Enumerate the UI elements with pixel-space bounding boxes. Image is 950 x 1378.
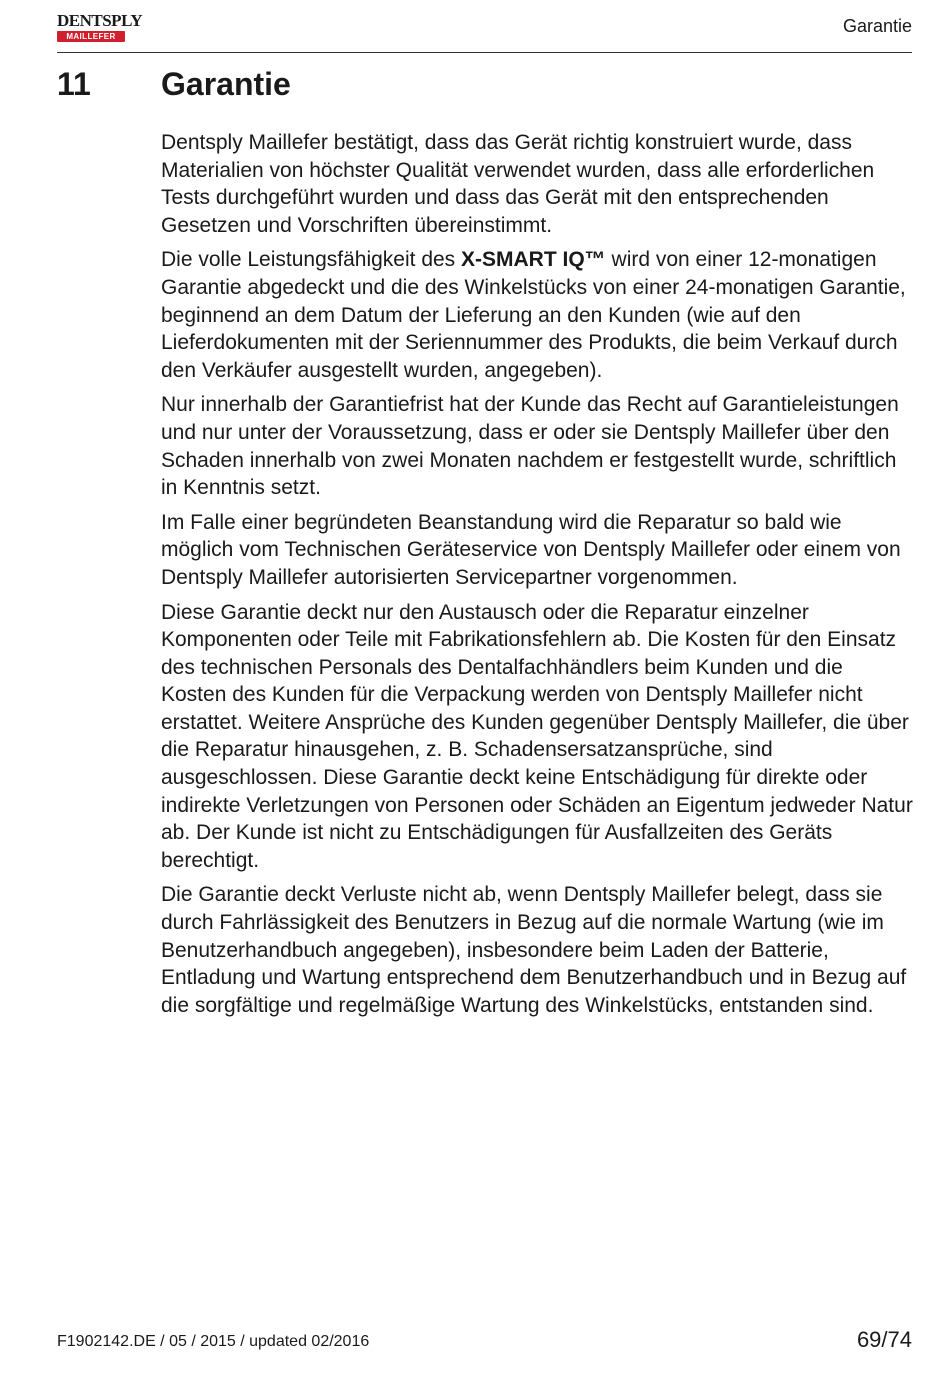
body-text [161,129,913,1026]
paragraph-text: Die volle Leistungsfähigkeit des [161,248,462,272]
paragraph-coverage: Diese Garantie deckt nur den Austausch oder die Reparatur einzelner Komponenten oder Teile mit Fabrikationsfehlern ab. Die Kosten für den Einsatz des technischen Personals des Dentalfachhändlers beim Kunden und die Kosten des Kunden für die Verpackung werden von Dentsply Maillefer nicht erstattet. Weitere Ansprüche des Kunden gegenüber Dentsply Maillefer, die über die Reparatur hinausgehen, z. B. Schadensersatzansprüche, sind ausgeschlossen. Diese Garantie deckt keine Entschädigung für direkte oder indirekte Verletzungen von Personen oder Schäden an Eigentum jedweder Natur ab. Der Kunde ist nicht zu Entschädigungen für Ausfallzeiten des Geräts berechtigt. [161,600,913,872]
paragraph-repair: Im Falle einer begründeten Beanstandung wird die Reparatur so bald wie möglich vom Technischen Geräteservice von Dentsply Maillefer oder einem von Dentsply Maillefer autorisierten Servicepartner vorgenommen. [161,510,901,589]
running-header-title: Garantie [842,16,912,36]
chapter-number: 11 [57,66,91,102]
company-logo [57,11,143,46]
paragraph-warranty-period [161,246,913,384]
paragraph-confirmation: Dentsply Maillefer bestätigt, dass das Gerät richtig konstruiert wurde, dass Materialien von höchster Qualität verwendet wurden, dass alle erforderlichen Tests durchgeführt wurden und dass das Gerät mit den entsprechenden Gesetzen und Vorschriften übereinstimmt. [161,131,875,237]
paragraph-exclusions: Die Garantie deckt Verluste nicht ab, wenn Dentsply Maillefer belegt, dass sie durch Fahrlässigkeit des Benutzers in Bezug auf die normale Wartung (wie im Benutzerhandbuch angegeben), insbesondere beim Laden der Batterie, Entladung und Wartung entsprechend dem Benutzerhandbuch und in Bezug auf die sorgfältige und regelmäßige Wartung des Winkelstücks, entstanden sind. [161,883,907,1017]
logo-subbrand-bar: MAILLEFER [57,31,125,42]
product-name: X-SMART IQ™ [461,248,606,272]
logo-wordmark: DENTSPLY [57,11,143,30]
page-number: 69/74 [856,1327,912,1352]
header-divider [57,52,912,53]
paragraph-text: wird von einer 12-monatigen Garantie abgedeckt und die des Winkelstücks von einer 24-monatigen Garantie, beginnend an dem Datum der Lieferung an den Kunden (wie auf den Lieferdokumenten mit der Seriennummer des Produkts, die beim Verkauf durch den Verkäufer ausgestellt wurden, angegeben). [161,248,906,382]
document-reference: F1902142.DE / 05 / 2015 / updated 02/2016 [57,1333,370,1350]
paragraph-claim-conditions: Nur innerhalb der Garantiefrist hat der Kunde das Recht auf Garantieleistungen und nur unter der Voraussetzung, dass er oder sie Dentsply Maillefer über den Schaden innerhalb von zwei Monaten nachdem er festgestellt wurde, schriftlich in Kenntnis setzt. [161,393,899,500]
chapter-title: Garantie [161,66,291,102]
